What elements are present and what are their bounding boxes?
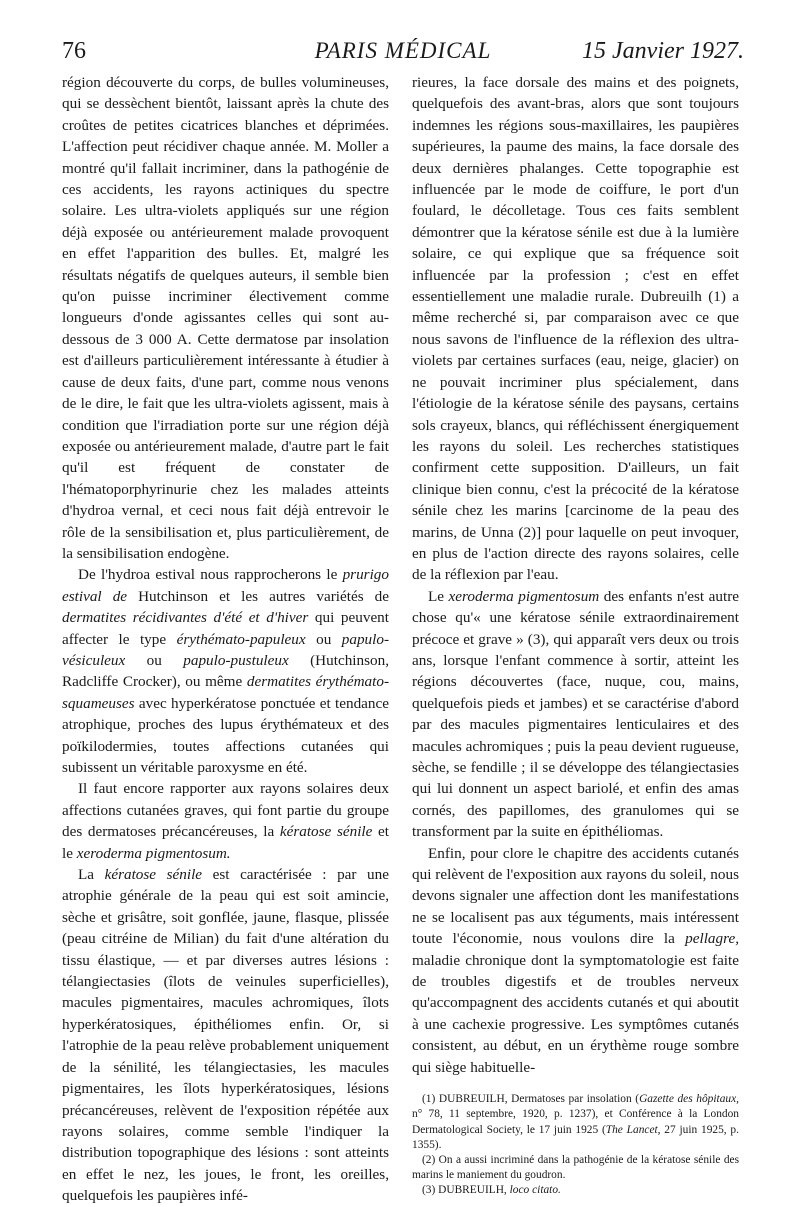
footnote: (1) DUBREUILH, Dermatoses par insolation (Gazette des hôpitaux, n° 78, 11 septembre, 1920, p. 1237), et Conférence à la London Dermatological Society, le 17 juin 1925 (The Lancet, 27 juin 1925, p. 1355). [412, 1093, 740, 1151]
paragraph: Il faut encore rapporter aux rayons solaires deux affections cutanées graves, qui font partie du groupe des dermatoses précancéreuses, la kératose sénile et le xeroderma pigmentosum. [62, 780, 389, 862]
page-header [62, 38, 744, 74]
paragraph: De l'hydroa estival nous rapprocherons le prurigo estival de Hutchinson et les autres variétés de dermatites récidivantes d'été et d'hiver qui peuvent affecter le type érythémato-papuleux ou papulo-vésiculeux ou papulo-pustuleux (Hutchinson, Radcliffe Crocker), ou même dermatites érythémato-squameuses avec hyperkératose ponctuée et tendance atrophique, proches des lupus érythémateux et des poïkilodermies, toutes affections cutanées qui subissent un véritable paroxysme en été. [62, 566, 389, 776]
paragraph: La kératose sénile est caractérisée : par une atrophie générale de la peau qui est soit amincie, sèche et grisâtre, soit gonflée, jaune, flasque, plissée (peau citréine de Milian) du fait d'une altération du tissu élastique, — et par diverses autres lésions : télangiectasies (îlots de veinules superficielles), macules pigmentaires, macules achromiques, îlots hyperkératosiques, épithéliomes enfin. Or, si l'atrophie de la peau relève probablement uniquement de la sénilité, les télangiectasies, les macules pigmentaires, les îlots hyperkératosiques, lésions précancéreuses, relèvent de l'exposition répétée aux rayons solaires, comme semble l'indiquer la distribution topographique des lésions : sont atteints en effet le nez, les joues, le front, les oreilles, quelquefois les paupières infé- [62, 866, 389, 1205]
footnotes [412, 1092, 739, 1198]
issue-date: 15 Janvier 1927. [582, 38, 744, 64]
paragraph: région découverte du corps, de bulles volumineuses, qui se dessèchent bientôt, laissant après la chute des croûtes de petites cicatrices blanches et déprimées. L'affection peut récidiver chaque année. M. Moller a montré qu'il fallait incriminer, dans la pathogénie de ces accidents, les rayons actiniques du spectre solaire. Les ultra-violets appliqués sur une région déjà exposée ou antérieurement malade provoquent en effet l'apparition des bulles. Et, malgré les résultats négatifs de quelques auteurs, il semble bien qu'on puisse incriminer électivement comme longueurs d'onde agissantes celles qui sont au-dessous de 3 000 A. Cette dermatose par insolation est d'ailleurs particulièrement intéressante à étudier à cause de deux faits, d'une part, comme nous venons de le dire, le fait que les ultra-violets agissent, mais à condition que l'irradiation porte sur une région déjà exposée ou antérieurement malade, d'autre part le fait qu'il est fréquent de constater de l'hématoporphyrinurie chez les malades atteints d'hydroa vernal, et ceci nous fait déjà entrevoir le rôle de la sensibilisation et, plus particulièrement, de la sensibilisation endogène. [62, 74, 389, 562]
page-number: 76 [62, 38, 86, 64]
footnote: (2) On a aussi incriminé dans la pathogénie de la kératose sénile des marins le maniement du goudron. [412, 1153, 739, 1182]
paragraph: Le xeroderma pigmentosum des enfants n'est autre chose qu'« une kératose sénile extraordinairement précoce et grave » (3), qui apparaît vers deux ou trois ans, lorsque l'enfant commence à sortir, atteint les régions découvertes (face, nuque, cou, mains, quelquefois pieds et jambes) et se caractérise d'abord par des macules pigmentaires lenticulaires et des macules achromiques ; puis la peau devient rugueuse, sèche, se fendille ; il se développe des télangiectasies qui lui donnent un aspect bariolé, et enfin des amas cornés, des papillomes, des granulomes qui se transforment par la suite en épithéliomas. [412, 587, 739, 841]
paragraph: rieures, la face dorsale des mains et des poignets, quelquefois des avant-bras, alors que sont toujours indemnes les régions sous-maxillaires, les paupières supérieures, la paume des mains, la face dorsale des deux dernières phalanges. Cette topographie est influencée par le mode de coiffure, le port d'un foulard, le décolletage. Tous ces faits semblent démontrer que la kératose sénile est due à la lumière solaire, ce qui explique que sa fréquence soit influencée par la profession ; c'est en effet essentiellement une maladie rurale. Dubreuilh (1) a même recherché si, par comparaison avec ce que nous savons de l'influence de la réflexion des ultra-violets par certaines surfaces (eau, neige, glacier) on ne pouvait incriminer plus spécialement, dans l'étiologie de la kératose sénile des paysans, certains sols crayeux, blancs, qui réfléchissent énergiquement les rayons du soleil. Les recherches statistiques confirment cette supposition. D'ailleurs, un fait clinique bien connu, c'est la précocité de la kératose sénile chez les marins [carcinome de la peau des marins, de Unna (2)] pour laquelle on peut invoquer, en plus de l'action directe des rayons solaires, celle de la réflexion par l'eau. [412, 74, 739, 584]
paragraph: Enfin, pour clore le chapitre des accidents cutanés qui relèvent de l'exposition aux rayons du soleil, nous devons signaler une affection dont les manifestations ne se localisent pas aux téguments, mais intéressent toute l'économie, nous voulons dire la pellagre, maladie chronique dont la symptomatologie est faite de troubles digestifs et de troubles nerveux qu'accompagnent des accidents cutanés et qui aboutit à une cachexie progressive. Les symptômes cutanés consistent, au début, en un érythème rouge sombre qui siège habituelle- [412, 844, 739, 1076]
right-column [412, 72, 739, 1199]
left-column [62, 72, 389, 1207]
journal-title: PARIS MÉDICAL [314, 38, 492, 63]
footnote: (3) DUBREUILH, loco citato. [422, 1184, 561, 1197]
